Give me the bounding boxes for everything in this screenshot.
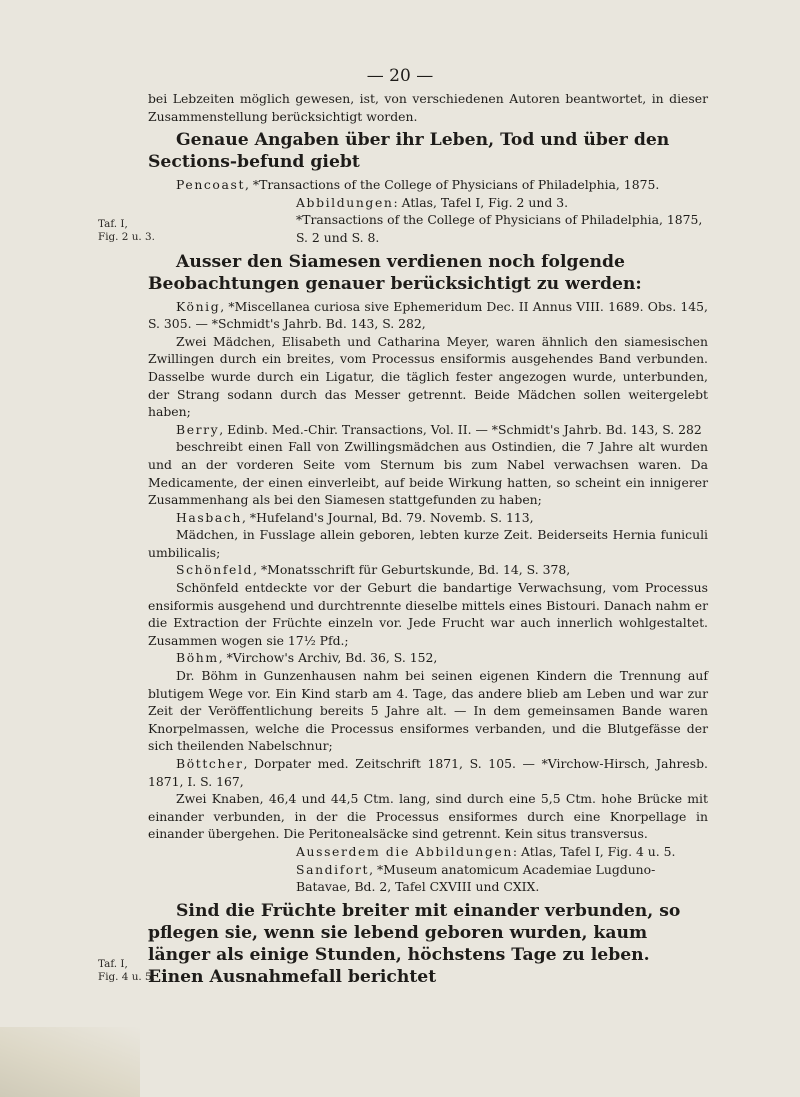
citation bbox=[148, 194, 708, 212]
citation-text: , *Miscellanea curiosa sive Ephemeridum Dec. II Annus VIII. 1689. Obs. 145, S. 305. — *Schmidt's Jahrb. Bd. 143, S. 282, bbox=[148, 298, 708, 332]
citation-author: Schönfeld bbox=[176, 562, 254, 578]
margin-note-line: Taf. I, bbox=[98, 218, 128, 230]
citation bbox=[148, 861, 708, 896]
case-description: Dr. Böhm in Gunzenhausen nahm bei seinen eigenen Kindern die Trennung auf blutigem Wege vor. Ein Kind starb am 4. Tage, das andere blieb am Leben und war zur Zeit der Veröffentlichung bereits 5 Jahre alt. — In dem gemeinsamen Bande waren Knorpelmassen, welche die Processus ensiformes verbanden, und die Blutgefässe der sich theilenden Nabelschnur; bbox=[148, 668, 708, 754]
case-description: Zwei Knaben, 46,4 und 44,5 Ctm. lang, sind durch eine 5,5 Ctm. hohe Brücke mit einander verbunden, in der die Processus ensiformes durch eine Knorpellage in einander übergehen. Die Peritonealsäcke sind getrennt. Kein situs transversus. bbox=[148, 791, 708, 842]
citation-text: , Edinb. Med.-Chir. Transactions, Vol. II. — *Schmidt's Jahrb. Bd. 143, S. 282 bbox=[219, 421, 702, 437]
paper-stain bbox=[0, 1027, 140, 1097]
citation-author: Ausserdem die Abbildungen bbox=[296, 843, 513, 859]
citation-author: Sandifort bbox=[296, 861, 370, 877]
citation bbox=[148, 755, 708, 790]
citation-author: Hasbach bbox=[176, 509, 242, 525]
heading-paragraph: Sind die Früchte breiter mit einander verbunden, so pflegen sie, wenn sie lebend geboren wurden, kaum länger als einige Stunden, höchstens Tage zu leben. Einen Ausnahmefall berichtet bbox=[148, 900, 681, 987]
citation bbox=[148, 561, 708, 579]
margin-note-line: Taf. I, bbox=[98, 958, 128, 970]
citation-author: Berry bbox=[176, 421, 220, 437]
margin-note bbox=[98, 218, 155, 243]
case-description: beschreibt einen Fall von Zwillingsmädchen aus Ostindien, die 7 Jahre alt wurden und an der vorderen Seite vom Sternum bis zum Nabel verwachsen waren. Da Medicamente, der einen einverleibt, auf beide Wirkung hatten, so scheint ein innigerer Zusammenhang als bei den Siamesen stattgefunden zu haben; bbox=[148, 439, 708, 508]
citation-author: König bbox=[176, 298, 221, 314]
case-description: Zwei Mädchen, Elisabeth und Catharina Meyer, waren ähnlich den siamesischen Zwillingen durch ein breites, vom Processus ensiformis ausgehendes Band verbunden. Dasselbe wurde durch ein Ligatur, die täglich fester angezogen wurde, unterbunden, der Strang sodann durch das Messer getrennt. Beide Mädchen sollen weitergelebt haben; bbox=[148, 333, 708, 420]
citation-text: , *Hufeland's Journal, Bd. 79. Novemb. S. 113, bbox=[242, 509, 534, 525]
page-text bbox=[148, 90, 708, 991]
citation-text: : Atlas, Tafel I, Fig. 2 und 3. bbox=[393, 194, 569, 210]
citation bbox=[148, 176, 708, 194]
margin-note bbox=[98, 958, 155, 983]
heading-paragraph: Ausser den Siamesen verdienen noch folgende Beobachtungen genauer berücksichtigt zu werden: bbox=[148, 251, 642, 294]
page-number: — 20 — bbox=[366, 66, 434, 86]
citation-author: Pencoast bbox=[176, 177, 246, 193]
citation bbox=[148, 649, 708, 667]
citation-author: Böhm bbox=[176, 650, 219, 666]
case-description: Mädchen, in Fusslage allein geboren, lebten kurze Zeit. Beiderseits Hernia funiculi umbilicalis; bbox=[148, 527, 708, 560]
citation-text: , *Virchow's Archiv, Bd. 36, S. 152, bbox=[218, 650, 438, 666]
citation bbox=[148, 298, 708, 333]
citation-text: , *Monatsschrift für Geburtskunde, Bd. 14, S. 378, bbox=[253, 562, 571, 578]
case-description: Schönfeld entdeckte vor der Geburt die bandartige Verwachsung, vom Processus ensiformis ausgehend und durchtrennte dieselbe mittels eines Bistouri. Danach nahm er die Extraction der Früchte einzeln vor. Jede Frucht war auch innerlich wohlgestaltet. Zusammen wogen sie 17½ Pfd.; bbox=[148, 580, 708, 648]
paragraph: bei Lebzeiten möglich gewesen, ist, von verschiedenen Autoren beantwortet, in dieser Zusammenstellung berücksichtigt worden. bbox=[148, 91, 708, 124]
citation bbox=[148, 843, 708, 861]
citation-text: : Atlas, Tafel I, Fig. 4 u. 5. bbox=[512, 843, 676, 859]
margin-note-line: Fig. 2 u. 3. bbox=[98, 230, 155, 243]
citation bbox=[148, 421, 708, 439]
citation-continued: *Transactions of the College of Physicians of Philadelphia, 1875, S. 2 und S. 8. bbox=[296, 212, 703, 245]
citation-text: , *Museum anatomicum Academiae Lugduno-Batavae, Bd. 2, Tafel CXVIII und CXIX. bbox=[296, 861, 656, 895]
citation-text: , Dorpater med. Zeitschrift 1871, S. 105. — *Virchow-Hirsch, Jahresb. 1871, I. S. 167, bbox=[148, 756, 708, 789]
citation bbox=[148, 509, 708, 527]
citation-author: Böttcher bbox=[176, 756, 244, 771]
citation-author: Abbildungen bbox=[296, 194, 394, 210]
citation-text: , *Transactions of the College of Physicians of Philadelphia, 1875. bbox=[245, 177, 660, 193]
margin-note-line: Fig. 4 u. 5. bbox=[98, 970, 155, 983]
heading-paragraph: Genaue Angaben über ihr Leben, Tod und über den Sections-befund giebt bbox=[148, 130, 670, 173]
